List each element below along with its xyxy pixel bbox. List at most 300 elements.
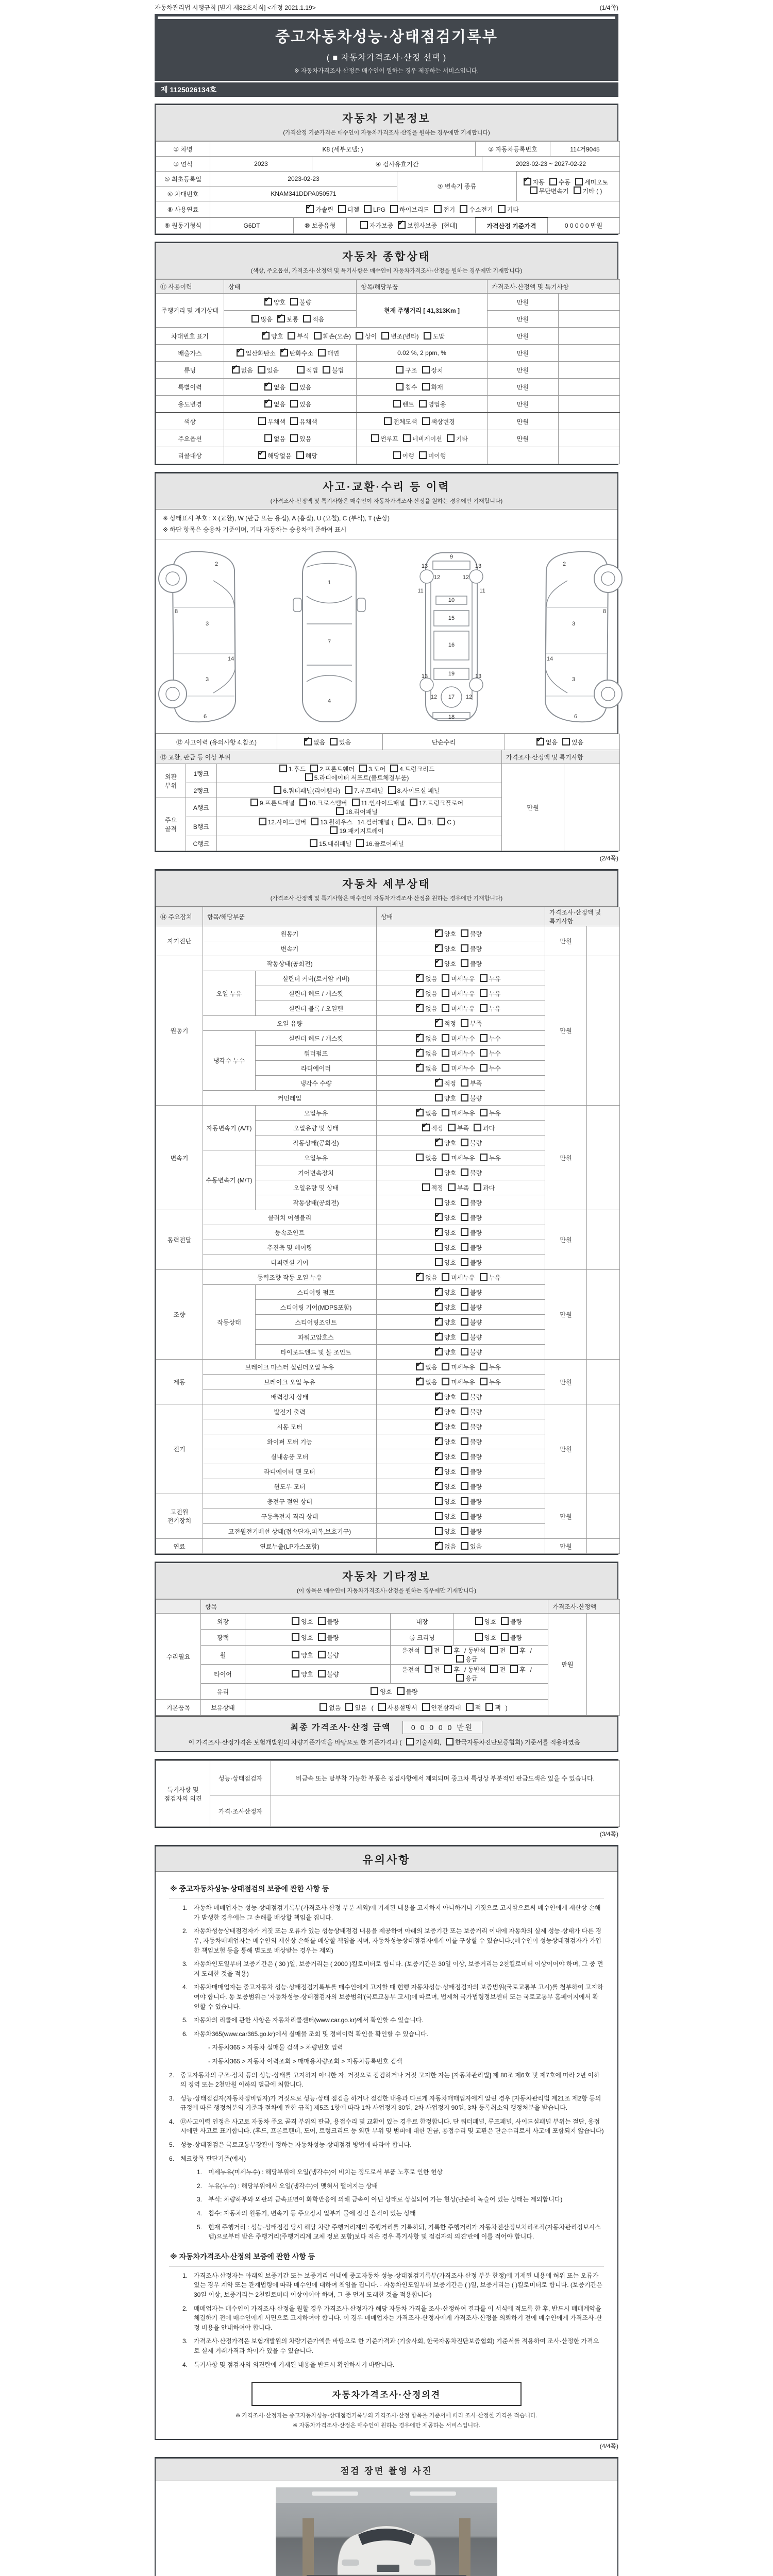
checkbox[interactable] — [442, 989, 449, 997]
cell: 만원 — [545, 1360, 587, 1404]
checkbox[interactable] — [435, 929, 443, 937]
option — [419, 400, 446, 409]
checkbox[interactable] — [250, 799, 258, 806]
option — [461, 1258, 482, 1267]
checkbox[interactable] — [461, 1333, 468, 1341]
checkbox[interactable] — [446, 1738, 453, 1745]
cell — [587, 956, 620, 1106]
checkbox[interactable] — [461, 1168, 468, 1176]
checkbox[interactable] — [424, 332, 431, 340]
notice-item-number: 2. — [169, 2071, 175, 2079]
overall-title: 자동차 종합상태 — [342, 251, 431, 263]
basic-row-name — [156, 141, 617, 157]
cell: 기본품목 — [156, 1700, 201, 1716]
checkbox[interactable] — [416, 1363, 424, 1370]
checkbox[interactable] — [461, 959, 468, 967]
checkbox[interactable] — [456, 1655, 464, 1663]
checkbox[interactable] — [359, 765, 367, 772]
option-label: 전기 — [443, 206, 456, 213]
option — [442, 221, 457, 230]
checkbox[interactable] — [330, 826, 338, 834]
checkbox[interactable] — [461, 1288, 468, 1296]
cell — [564, 764, 620, 851]
checkbox[interactable] — [461, 1437, 468, 1445]
checkbox[interactable] — [461, 1512, 468, 1520]
checkbox[interactable] — [330, 738, 338, 745]
checkbox[interactable] — [435, 1318, 443, 1326]
checkbox[interactable] — [258, 417, 266, 425]
checkbox[interactable] — [425, 1665, 432, 1673]
checkbox[interactable] — [475, 1617, 483, 1625]
checkbox[interactable] — [461, 1228, 468, 1236]
cell: 타이로드엔드 및 볼 조인트 — [256, 1345, 377, 1360]
checkbox[interactable] — [419, 400, 427, 408]
checkbox[interactable] — [480, 974, 488, 982]
checkbox[interactable] — [435, 1213, 443, 1221]
option-cell — [377, 1300, 545, 1315]
checkbox[interactable] — [290, 298, 298, 306]
checkbox[interactable] — [490, 1665, 498, 1673]
option-cell — [245, 1665, 391, 1684]
checkbox[interactable] — [314, 332, 322, 340]
option — [461, 1542, 482, 1551]
checkbox[interactable] — [371, 434, 379, 442]
option — [292, 1651, 313, 1659]
checkbox[interactable] — [434, 205, 442, 213]
checkbox[interactable] — [498, 205, 506, 213]
checkbox[interactable] — [435, 1019, 443, 1027]
option-label: 양호 — [444, 1259, 456, 1266]
option-label: 미세누유 — [451, 1154, 475, 1162]
checkbox[interactable] — [422, 366, 430, 374]
checkbox[interactable] — [447, 434, 455, 442]
checkbox[interactable] — [444, 1646, 452, 1654]
checkbox[interactable] — [435, 1079, 443, 1087]
panel-number: 14 — [227, 656, 234, 663]
checkbox[interactable] — [320, 1703, 327, 1711]
checkbox[interactable] — [318, 1633, 326, 1641]
cell: 작동상태 — [203, 1285, 256, 1360]
option — [416, 989, 437, 998]
option — [435, 1482, 456, 1491]
option-label: 수소전기 — [469, 206, 493, 213]
option-label: 불량 — [470, 1303, 482, 1311]
checkbox[interactable] — [530, 187, 537, 194]
checkbox[interactable] — [456, 1674, 464, 1682]
panel-rank-table-grid — [156, 764, 620, 851]
option — [330, 826, 383, 835]
notice-item-text: 가격조사·산정가격은 보험개발원의 차량기준가액을 바탕으로 한 기준가격과 (기술사회, 한국자동차진단보증협회) 기준서를 적용하여 조사·산정한 가격으로 실제 거래가격과 차이가 있을 수 있습니다. — [194, 2337, 599, 2354]
checkbox[interactable] — [280, 349, 288, 357]
checkbox[interactable] — [390, 765, 398, 772]
checkbox[interactable] — [290, 417, 298, 425]
option-cell — [377, 1016, 545, 1031]
cell: 2023 — [210, 157, 312, 172]
option-cell — [224, 328, 488, 345]
checkbox[interactable] — [345, 1703, 353, 1711]
checkbox[interactable] — [435, 1408, 443, 1415]
checkbox[interactable] — [264, 298, 272, 306]
option — [425, 1665, 440, 1674]
checkbox[interactable] — [416, 1049, 424, 1057]
option — [501, 1617, 522, 1626]
checkbox[interactable] — [575, 178, 583, 185]
option-cell — [357, 413, 488, 430]
checkbox[interactable] — [311, 818, 318, 825]
checkbox[interactable] — [292, 1633, 299, 1641]
checkbox[interactable] — [442, 1363, 449, 1370]
checkbox[interactable] — [461, 1467, 468, 1475]
checkbox[interactable] — [461, 1348, 468, 1355]
checkbox[interactable] — [416, 1034, 424, 1042]
option — [435, 1527, 456, 1536]
panel-number: 13 — [475, 563, 482, 570]
checkbox[interactable] — [435, 1542, 443, 1550]
checkbox[interactable] — [435, 1139, 443, 1146]
checkbox[interactable] — [510, 1646, 518, 1654]
checkbox[interactable] — [474, 1183, 481, 1191]
checkbox[interactable] — [416, 989, 424, 997]
checkbox[interactable] — [356, 332, 363, 340]
checkbox[interactable] — [461, 1318, 468, 1326]
checkbox[interactable] — [501, 1617, 509, 1625]
checkbox[interactable] — [425, 1646, 432, 1654]
option-label: 과다 — [483, 1184, 495, 1192]
document-title: 중고자동차성능·상태점검기록부 — [275, 29, 498, 45]
checkbox[interactable] — [393, 451, 401, 459]
checkbox[interactable] — [461, 1198, 468, 1206]
checkbox[interactable] — [258, 366, 265, 374]
checkbox[interactable] — [435, 1198, 443, 1206]
option — [485, 1703, 501, 1712]
checkbox[interactable] — [352, 799, 360, 806]
option — [416, 1034, 437, 1043]
checkbox[interactable] — [403, 434, 411, 442]
checkbox[interactable] — [422, 1183, 430, 1191]
checkbox[interactable] — [292, 1651, 299, 1658]
checkbox[interactable] — [475, 1633, 483, 1641]
option-label: 양호 — [301, 1634, 313, 1641]
cell — [559, 345, 620, 362]
checkbox[interactable] — [435, 1094, 443, 1101]
notice-item — [169, 1959, 604, 1978]
checkbox[interactable] — [422, 1703, 430, 1711]
checkbox[interactable] — [501, 1633, 509, 1641]
option — [390, 765, 434, 773]
checkbox[interactable] — [318, 1651, 326, 1658]
checkbox[interactable] — [435, 1482, 443, 1490]
option — [442, 974, 475, 983]
overall-header — [156, 243, 617, 279]
checkbox[interactable] — [304, 738, 312, 745]
checkbox[interactable] — [435, 1168, 443, 1176]
checkbox[interactable] — [435, 944, 443, 952]
checkbox[interactable] — [232, 366, 240, 374]
checkbox[interactable] — [384, 417, 392, 425]
checkbox[interactable] — [562, 738, 570, 745]
option — [318, 1670, 339, 1679]
option — [381, 332, 418, 341]
checkbox[interactable] — [461, 1094, 468, 1101]
option-cell — [377, 941, 545, 956]
checkbox[interactable] — [448, 1124, 456, 1131]
checkbox[interactable] — [435, 1303, 443, 1311]
checkbox[interactable] — [416, 1064, 424, 1072]
checkbox[interactable] — [422, 417, 430, 425]
checkbox[interactable] — [305, 773, 313, 781]
checkbox[interactable] — [461, 1019, 468, 1027]
checkbox[interactable] — [466, 1703, 474, 1711]
opinion-table — [156, 1760, 617, 1827]
checkbox[interactable] — [461, 1258, 468, 1266]
checkbox[interactable] — [422, 383, 430, 391]
checkbox[interactable] — [435, 1512, 443, 1520]
checkbox[interactable] — [461, 1213, 468, 1221]
checkbox[interactable] — [442, 1109, 449, 1116]
checkbox[interactable] — [461, 1452, 468, 1460]
checkbox[interactable] — [442, 1004, 449, 1012]
checkbox[interactable] — [292, 1617, 299, 1625]
checkbox[interactable] — [435, 1467, 443, 1475]
checkbox[interactable] — [435, 1228, 443, 1236]
checkbox[interactable] — [536, 738, 544, 745]
checkbox[interactable] — [381, 332, 389, 340]
checkbox[interactable] — [438, 818, 445, 825]
checkbox[interactable] — [549, 178, 557, 185]
checkbox[interactable] — [435, 1333, 443, 1341]
checkbox[interactable] — [274, 786, 281, 794]
checkbox[interactable] — [490, 1646, 498, 1654]
checkbox[interactable] — [416, 974, 424, 982]
checkbox[interactable] — [306, 205, 314, 213]
option-label: 유채색 — [299, 418, 317, 426]
checkbox[interactable] — [264, 400, 272, 408]
car-underbody-view — [400, 547, 495, 727]
option-label: 불량 — [299, 298, 312, 306]
option-label: 수동 — [558, 178, 570, 186]
checkbox[interactable] — [258, 451, 266, 459]
option-label: 7.루프패널 — [354, 787, 383, 794]
option-label: 양호 — [484, 1618, 496, 1625]
cell: 만원 — [488, 413, 559, 430]
option — [549, 178, 570, 187]
checkbox[interactable] — [237, 349, 244, 357]
option — [372, 1704, 374, 1711]
checkbox[interactable] — [296, 451, 304, 459]
checkbox[interactable] — [371, 1687, 378, 1695]
checkbox[interactable] — [290, 383, 298, 391]
notice-item — [169, 2195, 604, 2205]
checkbox[interactable] — [393, 400, 401, 408]
checkbox[interactable] — [461, 1393, 468, 1400]
checkbox[interactable] — [416, 1378, 424, 1385]
checkbox[interactable] — [390, 205, 398, 213]
checkbox[interactable] — [461, 1408, 468, 1415]
cell: 동력전달 — [156, 1210, 203, 1270]
checkbox[interactable] — [480, 1064, 488, 1072]
checkbox[interactable] — [435, 1393, 443, 1400]
option-label: 매연 — [327, 349, 340, 357]
checkbox[interactable] — [416, 1273, 424, 1281]
option-cell — [357, 379, 488, 396]
checkbox[interactable] — [510, 1665, 518, 1673]
checkbox[interactable] — [435, 1422, 443, 1430]
checkbox[interactable] — [480, 1004, 488, 1012]
checkbox[interactable] — [480, 1273, 488, 1281]
checkbox[interactable] — [264, 434, 272, 442]
checkbox[interactable] — [422, 1124, 430, 1131]
checkbox[interactable] — [318, 349, 326, 357]
option-label: 보통 — [286, 315, 299, 323]
checkbox[interactable] — [398, 818, 406, 825]
notice-item-text: 부식: 차량하부와 외판의 금속표면이 화학반응에 의해 금속이 아닌 상태로 상실되어 가는 현상(단순히 녹슬어 있는 상태는 제외합니다) — [208, 2196, 563, 2204]
checkbox[interactable] — [480, 1154, 488, 1161]
checkbox[interactable] — [460, 205, 467, 213]
checkbox[interactable] — [435, 959, 443, 967]
option — [416, 1363, 437, 1371]
option-label: 있음 — [299, 435, 312, 443]
checkbox[interactable] — [410, 799, 417, 806]
checkbox[interactable] — [461, 1422, 468, 1430]
checkbox[interactable] — [264, 383, 272, 391]
checkbox[interactable] — [435, 1258, 443, 1266]
checkbox[interactable] — [461, 929, 468, 937]
checkbox[interactable] — [435, 1243, 443, 1251]
checkbox[interactable] — [277, 315, 285, 323]
cell — [559, 396, 620, 413]
cell: 충전구 절연 상태 — [203, 1494, 377, 1509]
cell: 오일유량 및 상태 — [256, 1121, 377, 1136]
checkbox[interactable] — [345, 786, 352, 794]
notice-item — [169, 2154, 604, 2164]
panel-number: 14 — [546, 656, 553, 663]
cell: ⑭ 주요장치 — [156, 907, 203, 926]
checkbox[interactable] — [461, 1303, 468, 1311]
option — [435, 1213, 456, 1222]
checkbox[interactable] — [435, 1348, 443, 1355]
checkbox[interactable] — [461, 1482, 468, 1490]
option-label: 무채색 — [267, 418, 285, 426]
option-cell — [377, 1046, 545, 1061]
checkbox[interactable] — [292, 1670, 299, 1677]
checkbox[interactable] — [448, 1183, 456, 1191]
checkbox[interactable] — [435, 1437, 443, 1445]
option — [480, 1109, 501, 1117]
checkbox[interactable] — [388, 786, 396, 794]
checkbox[interactable] — [474, 1124, 481, 1131]
checkbox[interactable] — [480, 1109, 488, 1116]
panel-number: 3 — [205, 621, 209, 628]
checkbox[interactable] — [461, 1527, 468, 1535]
checkbox[interactable] — [378, 1703, 386, 1711]
option-label: 하이브리드 — [399, 206, 430, 213]
checkbox[interactable] — [416, 1109, 424, 1116]
checkbox[interactable] — [259, 818, 266, 825]
checkbox[interactable] — [336, 807, 344, 815]
checkbox[interactable] — [323, 366, 330, 374]
checkbox[interactable] — [442, 1034, 449, 1042]
checkbox[interactable] — [338, 205, 346, 213]
checkbox[interactable] — [442, 1378, 449, 1385]
checkbox[interactable] — [290, 400, 298, 408]
checkbox[interactable] — [416, 1154, 424, 1161]
option-cell — [377, 1225, 545, 1240]
checkbox[interactable] — [318, 1670, 326, 1677]
checkbox[interactable] — [360, 221, 368, 229]
checkbox[interactable] — [251, 315, 259, 323]
checkbox[interactable] — [310, 839, 317, 847]
checkbox[interactable] — [318, 1617, 326, 1625]
checkbox[interactable] — [442, 1064, 449, 1072]
checkbox[interactable] — [435, 1452, 443, 1460]
checkbox[interactable] — [398, 221, 406, 229]
checkbox[interactable] — [262, 332, 270, 340]
checkbox[interactable] — [356, 839, 364, 847]
checkbox[interactable] — [461, 1542, 468, 1550]
checkbox[interactable] — [310, 765, 318, 772]
checkbox[interactable] — [406, 1738, 414, 1745]
checkbox[interactable] — [461, 1243, 468, 1251]
checkbox[interactable] — [480, 989, 488, 997]
checkbox[interactable] — [303, 315, 311, 323]
checkbox[interactable] — [299, 799, 307, 806]
checkbox[interactable] — [279, 765, 287, 772]
checkbox[interactable] — [574, 187, 581, 194]
checkbox[interactable] — [524, 178, 531, 185]
checkbox[interactable] — [290, 434, 298, 442]
checkbox[interactable] — [485, 1703, 493, 1711]
checkbox[interactable] — [461, 1139, 468, 1146]
option — [461, 1019, 482, 1028]
option-label: 미세누유 — [451, 1109, 475, 1117]
checkbox[interactable] — [419, 451, 427, 459]
checkbox[interactable] — [396, 383, 404, 391]
checkbox[interactable] — [297, 366, 305, 374]
cell: 만원 — [545, 1494, 587, 1539]
checkbox[interactable] — [442, 1273, 449, 1281]
checkbox[interactable] — [480, 1378, 488, 1385]
basic-row-reg-grid — [156, 171, 620, 201]
checkbox[interactable] — [435, 1497, 443, 1505]
checkbox[interactable] — [442, 974, 449, 982]
checkbox[interactable] — [480, 1049, 488, 1057]
option — [435, 1094, 456, 1103]
checkbox[interactable] — [288, 332, 295, 340]
checkbox[interactable] — [461, 1079, 468, 1087]
checkbox[interactable] — [444, 1665, 452, 1673]
checkbox[interactable] — [396, 366, 404, 374]
option — [310, 839, 351, 848]
checkbox[interactable] — [461, 944, 468, 952]
checkbox[interactable] — [480, 1363, 488, 1370]
checkbox[interactable] — [480, 1034, 488, 1042]
checkbox[interactable] — [397, 1687, 405, 1695]
option — [259, 818, 307, 826]
checkbox[interactable] — [364, 205, 372, 213]
checkbox[interactable] — [435, 1288, 443, 1296]
checkbox[interactable] — [416, 1004, 424, 1012]
checkbox[interactable] — [461, 1497, 468, 1505]
cell: 현재 주행거리 [ 41,313Km ] — [357, 294, 488, 328]
option-cell — [391, 1646, 548, 1665]
option-cell — [505, 734, 620, 750]
cell: 배출가스 — [156, 345, 224, 362]
checkbox[interactable] — [418, 818, 426, 825]
checkbox[interactable] — [435, 1527, 443, 1535]
option-cell — [377, 1150, 545, 1165]
checkbox[interactable] — [442, 1049, 449, 1057]
checkbox[interactable] — [442, 1154, 449, 1161]
